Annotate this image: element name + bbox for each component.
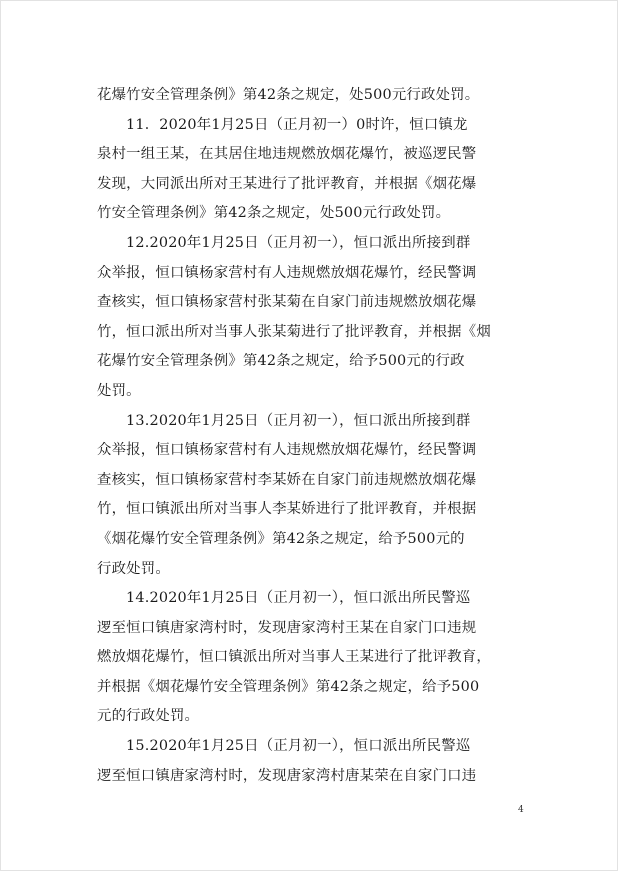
text-line: 逻至恒口镇唐家湾村时，发现唐家湾村王某在自家门口违规 — [97, 619, 477, 636]
text-line: 发现，大同派出所对王某进行了批评教育，并根据《烟花爆 — [97, 175, 477, 192]
text-line: 众举报，恒口镇杨家营村有人违规燃放烟花爆竹，经民警调 — [97, 442, 477, 459]
text-line: 11．2020年1月25日（正月初一）0时许，恒口镇龙 — [126, 116, 468, 133]
text-line: 燃放烟花爆竹，恒口镇派出所对当事人王某进行了批评教育， — [97, 649, 491, 666]
text-line: 元的行政处罚。 — [97, 708, 200, 725]
text-line: 查核实，恒口镇杨家营村张某菊在自家门前违规燃放烟花爆 — [97, 294, 477, 311]
text-line: 15.2020年1月25日（正月初一），恒口派出所民警巡 — [126, 738, 471, 755]
page-number: 4 — [518, 805, 524, 815]
text-line: 花爆竹安全管理条例》第42条之规定，处500元行政处罚。 — [97, 87, 480, 103]
text-line: 并根据《烟花爆竹安全管理条例》第42条之规定，给予500 — [97, 678, 480, 695]
document-body — [97, 81, 527, 791]
text-line: 泉村一组王某，在其居住地违规燃放烟花爆竹，被巡逻民警 — [97, 146, 477, 163]
text-line: 花爆竹安全管理条例》第42条之规定，给予500元的行政 — [97, 353, 465, 370]
text-line: 查核实，恒口镇杨家营村李某娇在自家门前违规燃放烟花爆 — [97, 471, 477, 488]
text-line: 竹安全管理条例》第42条之规定，处500元行政处罚。 — [97, 205, 451, 222]
text-line: 14.2020年1月25日（正月初一），恒口派出所民警巡 — [126, 590, 471, 607]
text-line: 12.2020年1月25日（正月初一），恒口派出所接到群 — [126, 234, 471, 251]
text-line: 13.2020年1月25日（正月初一），恒口派出所接到群 — [126, 412, 471, 429]
text-line: 逻至恒口镇唐家湾村时，发现唐家湾村唐某荣在自家门口违 — [97, 767, 477, 784]
text-line: 《烟花爆竹安全管理条例》第42条之规定，给予500元的 — [97, 530, 465, 547]
text-line: 竹，恒口派出所对当事人张某菊进行了批评教育，并根据《烟 — [97, 323, 491, 340]
text-line: 竹，恒口镇派出所对当事人李某娇进行了批评教育，并根据 — [97, 501, 477, 518]
text-line: 众举报，恒口镇杨家营村有人违规燃放烟花爆竹，经民警调 — [97, 264, 477, 281]
text-line: 处罚。 — [97, 382, 141, 399]
text-line: 行政处罚。 — [97, 560, 170, 577]
